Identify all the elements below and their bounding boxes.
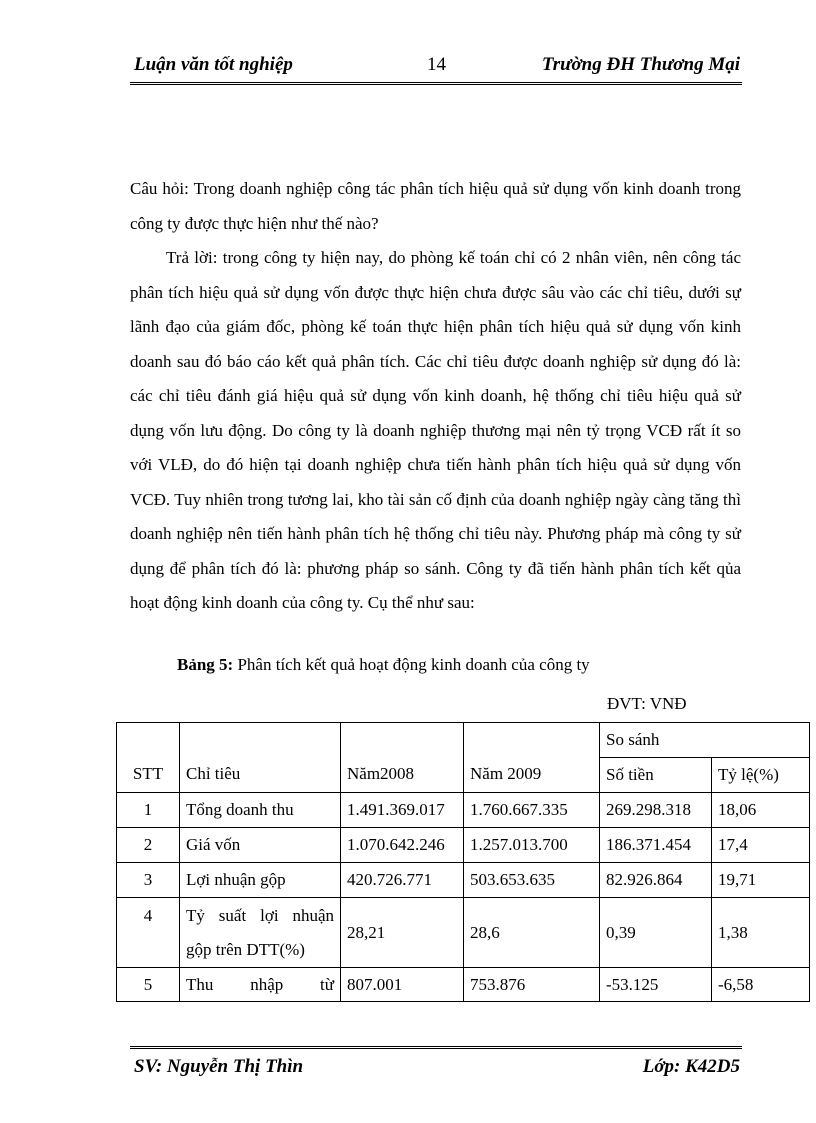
row-year-2008: 807.001 bbox=[341, 968, 464, 1002]
page-number: 14 bbox=[427, 54, 446, 75]
row-ratio: 1,38 bbox=[712, 898, 810, 968]
footer-student-name: SV: Nguyễn Thị Thìn bbox=[134, 1056, 304, 1077]
table-caption-text: Phân tích kết quả hoạt động kinh doanh của công ty bbox=[233, 655, 590, 674]
header-indicator: Chỉ tiêu bbox=[180, 723, 341, 793]
row-year-2008: 1.491.369.017 bbox=[341, 793, 464, 828]
header-university: Trường ĐH Thương Mại bbox=[541, 54, 740, 75]
question-paragraph: Câu hỏi: Trong doanh nghiệp công tác phân tích hiệu quả sử dụng vốn kinh doanh trong công ty được thực hiện như thế nào? bbox=[130, 179, 741, 233]
header-ratio: Tỷ lệ(%) bbox=[712, 758, 810, 793]
row-amount: 186.371.454 bbox=[600, 828, 712, 863]
row-ratio: 17,4 bbox=[712, 828, 810, 863]
page-header bbox=[130, 52, 742, 85]
table-caption-label: Bảng 5: bbox=[177, 655, 234, 674]
answer-paragraph: Trả lời: trong công ty hiện nay, do phòng kế toán chỉ có 2 nhân viên, nên công tác phân tích hiệu quả sử dụng vốn được thực hiện chưa được sâu vào các chỉ tiêu, dưới sự lãnh đạo của giám đốc, phòng kế toán thực hiện phân tích hiệu quả sử dụng vốn kinh doanh sau đó báo cáo kết quả phân tích. Các chỉ tiêu được doanh nghiệp sử dụng đó là: các chỉ tiêu đánh giá hiệu quả sử dụng vốn kinh doanh, hệ thống chỉ tiêu hiệu quả sử dụng vốn lưu động. Do công ty là doanh nghiệp thương mại nên tỷ trọng VCĐ rất ít so với VLĐ, do đó hiện tại doanh nghiệp chưa tiến hành phân tích hiệu quả sử dụng vốn VCĐ. Tuy nhiên trong tương lai, kho tài sản cố định của doanh nghiệp ngày càng tăng thì doanh nghiệp nên tiến hành phân tích hệ thống chỉ tiêu này. Phương pháp mà công ty sử dụng để phân tích đó là: phương pháp so sánh. Công ty đã tiến hành phân tích kết qủa hoạt động kinh doanh của công ty. Cụ thể như sau: bbox=[130, 248, 741, 612]
business-results-table bbox=[116, 722, 810, 1002]
row-stt: 2 bbox=[117, 828, 180, 863]
row-year-2009: 503.653.635 bbox=[464, 863, 600, 898]
row-ratio: 18,06 bbox=[712, 793, 810, 828]
row-stt: 1 bbox=[117, 793, 180, 828]
table-row bbox=[117, 968, 810, 1002]
row-year-2009: 753.876 bbox=[464, 968, 600, 1002]
row-indicator: Thu nhập từ bbox=[180, 968, 341, 1002]
row-stt: 3 bbox=[117, 863, 180, 898]
row-indicator: Giá vốn bbox=[180, 828, 341, 863]
header-year-2008: Năm2008 bbox=[341, 723, 464, 793]
header-year-2009: Năm 2009 bbox=[464, 723, 600, 793]
row-indicator-line-2: gộp trên DTT(%) bbox=[186, 939, 305, 959]
row-year-2009: 28,6 bbox=[464, 898, 600, 968]
header-amount: Số tiền bbox=[600, 758, 712, 793]
row-stt: 5 bbox=[117, 968, 180, 1002]
row-stt: 4 bbox=[117, 898, 180, 968]
header-stt: STT bbox=[117, 723, 180, 793]
footer-class: Lớp: K42D5 bbox=[642, 1056, 740, 1077]
table-row bbox=[117, 828, 810, 863]
row-year-2008: 420.726.771 bbox=[341, 863, 464, 898]
row-indicator bbox=[180, 898, 341, 968]
row-amount: 269.298.318 bbox=[600, 793, 712, 828]
table-row bbox=[117, 863, 810, 898]
row-amount: 0,39 bbox=[600, 898, 712, 968]
header-compare: So sánh bbox=[600, 723, 810, 758]
row-ratio: 19,71 bbox=[712, 863, 810, 898]
row-amount: 82.926.864 bbox=[600, 863, 712, 898]
row-year-2008: 28,21 bbox=[341, 898, 464, 968]
table-row bbox=[117, 793, 810, 828]
row-amount: -53.125 bbox=[600, 968, 712, 1002]
row-ratio: -6,58 bbox=[712, 968, 810, 1002]
row-indicator: Lợi nhuận gộp bbox=[180, 863, 341, 898]
table-row bbox=[117, 898, 810, 968]
row-year-2009: 1.257.013.700 bbox=[464, 828, 600, 863]
row-year-2008: 1.070.642.246 bbox=[341, 828, 464, 863]
row-indicator-line-1: Tỷ suất lợi nhuận bbox=[186, 905, 334, 925]
header-thesis-title: Luận văn tốt nghiệp bbox=[134, 54, 293, 75]
table-unit: ĐVT: VNĐ bbox=[607, 694, 687, 713]
row-year-2009: 1.760.667.335 bbox=[464, 793, 600, 828]
table-header-row bbox=[117, 723, 810, 758]
page-footer bbox=[130, 1046, 742, 1079]
table-caption bbox=[177, 651, 590, 679]
row-indicator: Tổng doanh thu bbox=[180, 793, 341, 828]
